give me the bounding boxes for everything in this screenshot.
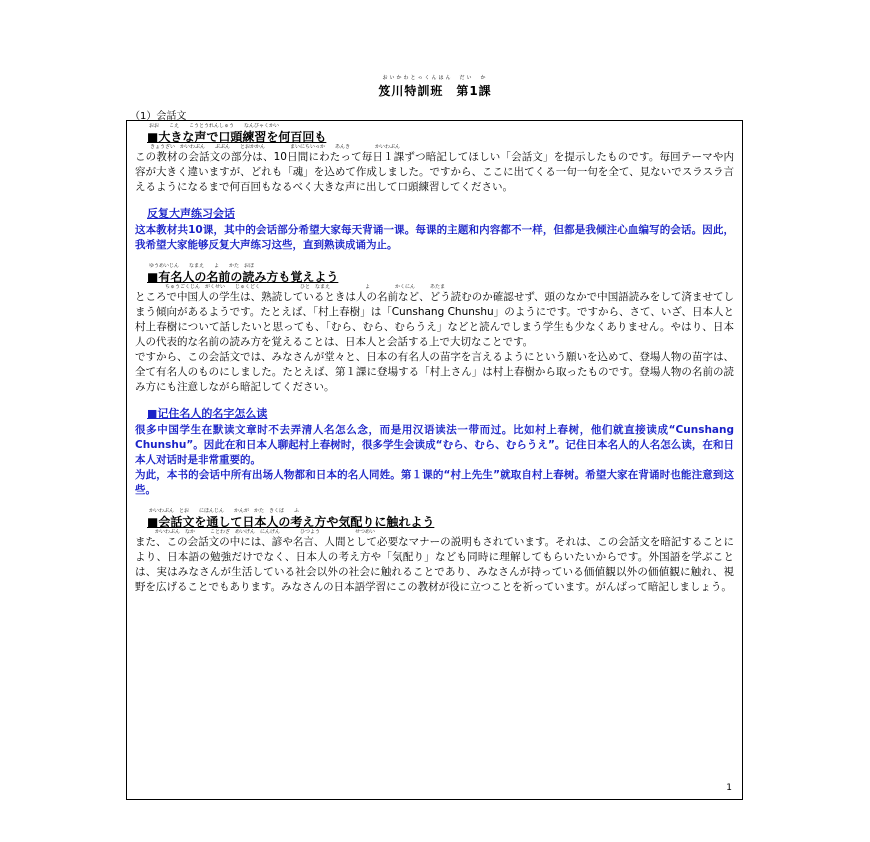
page-number: 1 [726, 783, 732, 793]
heading-ruby: ゆうめいじん なまえ よ かた おぼ [149, 263, 255, 269]
paragraph-culture [135, 529, 734, 595]
heading-ruby: おお こえ こうとうれんしゅう なんびゃくかい [149, 123, 280, 129]
section-heading-cn-names: ■记住名人的名字怎么读 [147, 407, 268, 420]
section-heading-culture: ■会話文を通して日本人の考え方や気配りに触れよう [147, 515, 435, 529]
section-label: （1）会話文 [130, 111, 187, 122]
paragraph-ruby: ちゅうごくじん がくせい じゅくどく ひと なまえ よ かくにん あたま [135, 284, 446, 290]
section-heading-cn-practice: 反复大声练习会话 [147, 207, 235, 220]
paragraph-names [135, 284, 734, 350]
title-ruby: おいかわとっくんはん だい か [382, 75, 488, 81]
page-title [0, 74, 870, 99]
content-frame [126, 120, 743, 800]
paragraph-text: ところで中国人の学生は、熟読しているときは人の名前など、どう読むのか確認せず、頭のなかで中国語読みをして済ませてしまう傾向があるようです。たとえば、「村上春樹」は「Cunshang Chunshu」のようにです。ですから、さて、いざ、日本人と村上春樹について話したいと思っても、「むら、むら、むらうえ」などと読んでしまう学生も少なくありません。やはり、日本人の代表的な名前の読み方を覚えることは、日本人と会話する上で大切なことです。 [135, 291, 734, 348]
paragraph-text: また、この会話文の中には、諺や名言、人間として必要なマナーの説明もされています。それは、この会話文を暗記することにより、日本語の勉強だけでなく、日本人の考え方や「気配り」なども同時に理解してもらいたいからです。外国語を学ぶことは、実はみなさんが生活している社会以外の社会に触れることであり、みなさんが持っている価値観以外の価値観に触れ、視野を広げることでもあります。みなさんの日本語学習にこの教材が役に立つことを祈っています。がんばって暗記しましょう。 [135, 536, 734, 593]
paragraph-cn-names: 很多中国学生在默读文章时不去弄清人名怎么念，而是用汉语读法一带而过。比如村上春树，他们就直接读成“Cunshang Chunshu”。因此在和日本人聊起村上春树时，很多学生会读成“むら、むら、むらうえ”。记住日本名人的人名怎么读，在和日本人对话时是非常重要的。 [135, 424, 734, 466]
paragraph-intro [135, 144, 734, 195]
paragraph-ruby: かいわぶん なか ことわざ めいげん にんげん ひつよう せつめい [135, 529, 376, 535]
paragraph-names-2: ですから、この会話文では、みなさんが堂々と、日本の有名人の苗字を言えるようにという願いを込めて、登場人物の苗字は、全て有名人のものにしました。たとえば、第１課に登場する「村上さん」は村上春樹から取ったものです。登場人物の名前の読み方にも注意しながら暗記してください。 [135, 351, 734, 393]
title-text: 笈川特訓班 第1課 [378, 84, 492, 98]
section-heading-speak-aloud: ■大きな声で口頭練習を何百回も [147, 130, 327, 144]
paragraph-text: この教材の会話文の部分は、10日間にわたって毎日１課ずつ暗記してほしい「会話文」を提示したものです。毎回テーマや内容が大きく違いますが、どれも「魂」を込めて作成しました。ですから、ここに出てくる一句一句を全て、見ないでスラスラ言えるようになるまで何百回もなるべく大きな声に出して口頭練習してください。 [135, 151, 734, 193]
paragraph-cn-names-2: 为此，本书的会话中所有出场人物都和日本的名人同姓。第１课的“村上先生”就取自村上春树。希望大家在背诵时也能注意到这些。 [135, 469, 734, 496]
paragraph-ruby: きょうざい かいわぶん ぶぶん とおかかん まいにちいっか あんき かいわぶん [135, 144, 401, 150]
section-heading-names: ■有名人の名前の読み方も覚えよう [147, 270, 339, 284]
heading-ruby: かいわぶん とお にほんじん かんが かた きくば ふ [149, 508, 300, 514]
paragraph-cn-practice: 这本教材共10课，其中的会话部分希望大家每天背诵一课。每课的主题和内容都不一样，但都是我倾注心血编写的会话。因此，我希望大家能够反复大声练习这些，直到熟读成诵为止。 [135, 224, 734, 251]
